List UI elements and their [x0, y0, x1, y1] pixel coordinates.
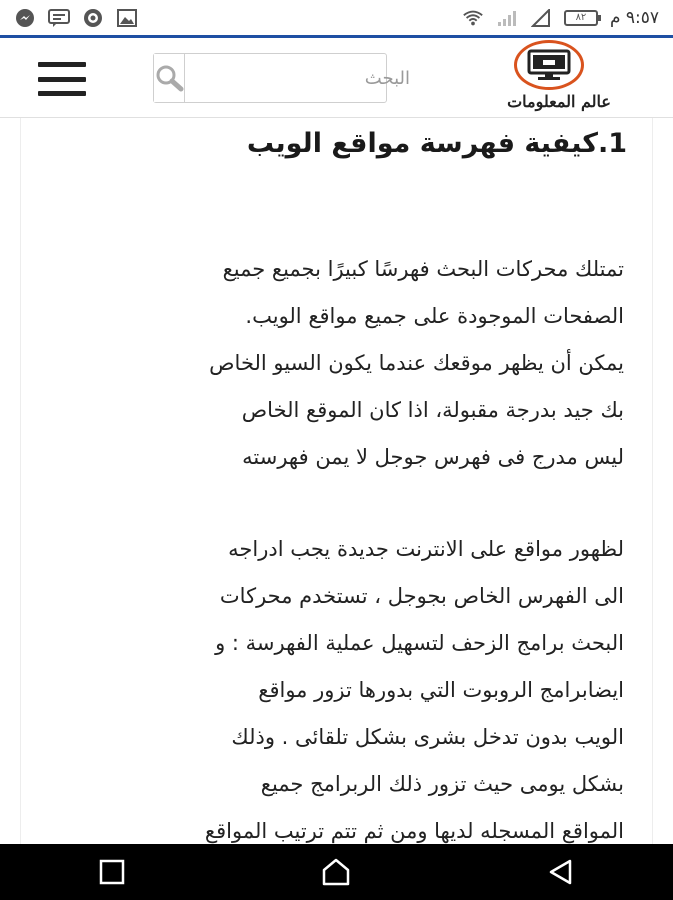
back-button[interactable]	[531, 852, 591, 892]
logo-text: عالم المعلومات	[507, 92, 611, 111]
paragraph-line: الصفحات الموجودة على جميع مواقع الويب.	[245, 304, 624, 328]
signal-icon	[496, 9, 518, 27]
paragraph-line: الى الفهرس الخاص بجوجل ، تستخدم محركات	[219, 584, 624, 608]
menu-bar	[38, 77, 86, 82]
home-icon	[320, 857, 352, 887]
back-triangle-icon	[546, 857, 576, 887]
paragraph-line: بشكل يومى حيث تزور ذلك الربرامج جميع	[260, 772, 624, 796]
paragraph-line: ليس مدرج فى فهرس جوجل لا يمن فهرسته	[242, 445, 624, 469]
paragraph-line: لظهور مواقع على الانترنت جديدة يجب ادراجه	[228, 537, 624, 561]
menu-bar	[38, 91, 86, 96]
system-icons	[462, 8, 659, 28]
paragraph-line: يمكن أن يظهر موقعك عندما يكون السيو الخاص	[209, 351, 624, 375]
messenger-icon	[14, 9, 36, 27]
search-input[interactable]	[185, 54, 426, 102]
paragraph-line: تمتلك محركات البحث فهرسًا كبيرًا بجميع جميع	[222, 257, 624, 281]
search-icon	[154, 63, 184, 93]
signal-icon-2	[530, 9, 552, 27]
status-bar	[0, 0, 673, 38]
wifi-icon	[462, 9, 484, 27]
site-header	[0, 38, 673, 118]
image-icon	[116, 9, 138, 27]
recent-apps-button[interactable]	[82, 852, 142, 892]
paragraph-line: البحث برامج الزحف لتسهيل عملية الفهرسة : و	[215, 631, 624, 655]
menu-bar	[38, 62, 86, 67]
message-icon	[48, 9, 70, 27]
notification-icons	[14, 9, 138, 27]
square-icon	[98, 858, 126, 886]
computer-monitor-icon	[526, 49, 572, 81]
battery-icon: ٨٢	[564, 10, 598, 26]
paragraph-line: بك جيد بدرجة مقبولة، اذا كان الموقع الخاص	[241, 398, 624, 422]
paragraph-line: المواقع المسجله لديها ومن ثم تتم ترتيب المواقع	[204, 819, 624, 843]
site-logo[interactable]	[484, 40, 634, 116]
article-paragraph-2	[49, 526, 624, 844]
search-box	[153, 53, 387, 103]
article-content	[20, 118, 653, 844]
logo-ring	[514, 40, 584, 90]
clock: ٩:٥٧ م	[609, 7, 659, 28]
home-button[interactable]	[306, 852, 366, 892]
article-paragraph-1	[49, 246, 624, 481]
paragraph-line: ايضابرامج الروبوت التي بدورها تزور مواقع	[258, 678, 624, 702]
hamburger-menu-icon[interactable]	[38, 62, 86, 96]
app-icon	[82, 9, 104, 27]
paragraph-line: الويب بدون تدخل بشرى بشكل تلقائى . وذلك	[231, 725, 624, 749]
search-button[interactable]	[154, 54, 185, 102]
navigation-bar	[0, 844, 673, 900]
article-title: 1.كيفية فهرسة مواقع الويب	[246, 128, 627, 159]
